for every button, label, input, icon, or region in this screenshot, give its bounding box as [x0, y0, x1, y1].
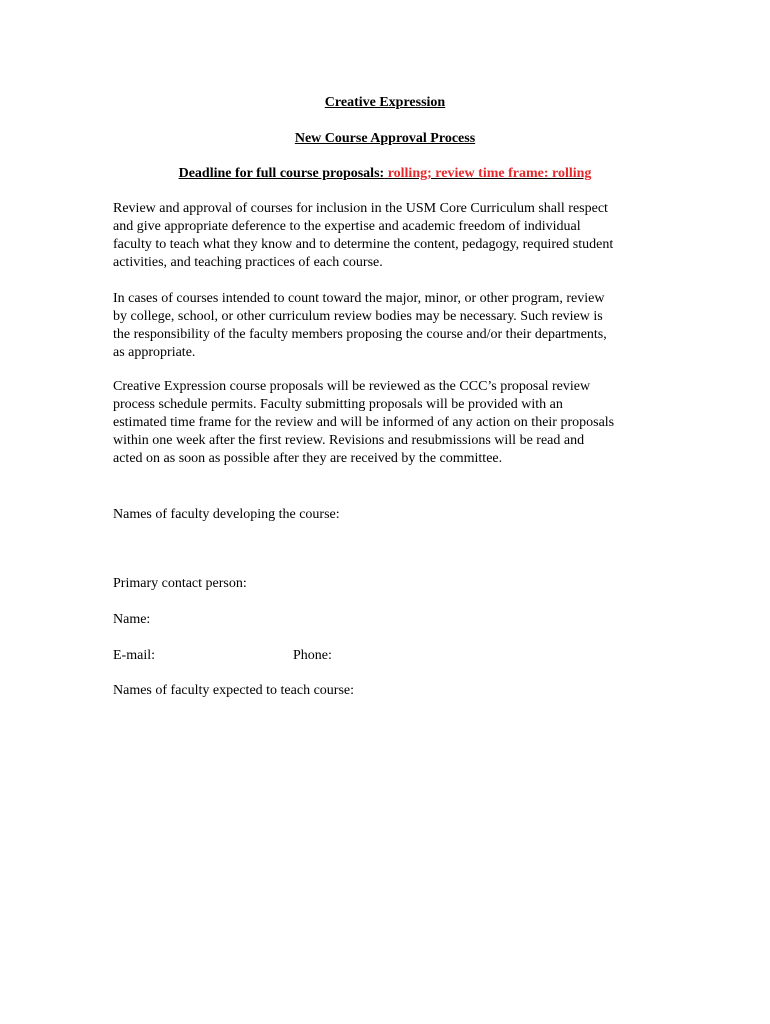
paragraph-line: process schedule permits. Faculty submitting proposals will be provided with an — [113, 397, 563, 412]
paragraph-line: the responsibility of the faculty members proposing the course and/or their departments, — [113, 327, 607, 342]
email-label: E-mail: — [113, 648, 155, 663]
paragraph-line: and give appropriate deference to the expertise and academic freedom of individual — [113, 219, 581, 234]
paragraph-line: Review and approval of courses for inclusion in the USM Core Curriculum shall respect — [113, 201, 608, 216]
deadline-value: rolling; review time frame: rolling — [387, 166, 592, 181]
paragraph-review-schedule — [113, 378, 673, 468]
faculty-developing-label: Names of faculty developing the course: — [113, 507, 340, 522]
paragraph-line: In cases of courses intended to count toward the major, minor, or other program, review — [113, 291, 605, 306]
document-title: Creative Expression — [324, 95, 446, 110]
paragraph-line: within one week after the first review. Revisions and resubmissions will be read and — [113, 433, 585, 448]
paragraph-review-approval — [113, 200, 673, 272]
paragraph-line: by college, school, or other curriculum review bodies may be necessary. Such review is — [113, 309, 603, 324]
paragraph-line: activities, and teaching practices of each course. — [113, 255, 383, 270]
deadline-line — [0, 165, 770, 183]
paragraph-line: Creative Expression course proposals will be reviewed as the CCC’s proposal review — [113, 379, 591, 394]
deadline-label: Deadline for full course proposals: — [178, 166, 385, 181]
document-subtitle: New Course Approval Process — [294, 131, 476, 146]
paragraph-line: as appropriate. — [113, 345, 196, 360]
paragraph-line: faculty to teach what they know and to determine the content, pedagogy, required student — [113, 237, 614, 252]
paragraph-line: estimated time frame for the review and will be informed of any action on their proposals — [113, 415, 615, 430]
phone-label: Phone: — [293, 648, 332, 663]
paragraph-major-minor — [113, 290, 673, 362]
name-label: Name: — [113, 612, 151, 627]
paragraph-line: acted on as soon as possible after they are received by the committee. — [113, 451, 503, 466]
primary-contact-label: Primary contact person: — [113, 576, 247, 591]
faculty-teaching-label: Names of faculty expected to teach course: — [113, 683, 355, 698]
